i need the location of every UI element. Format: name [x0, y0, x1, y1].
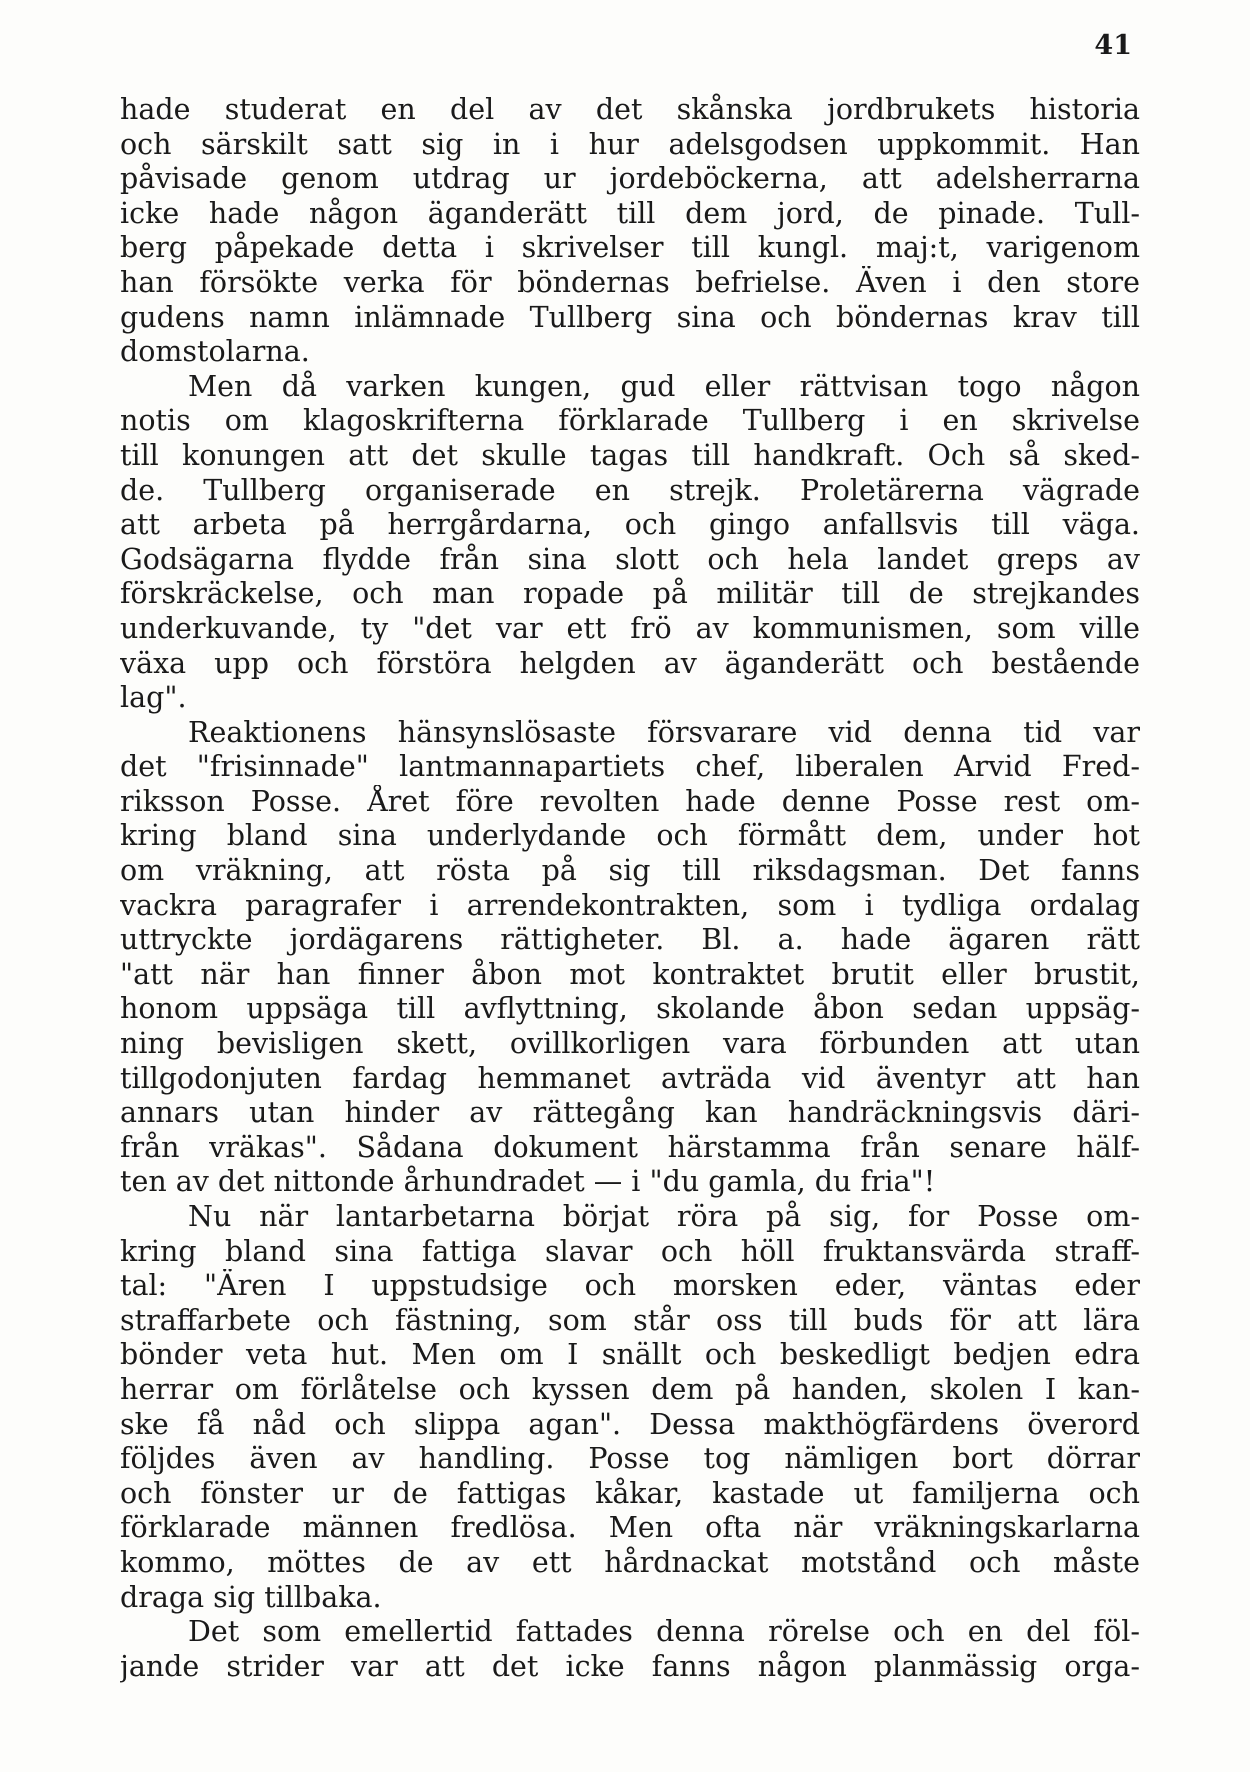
text-line: växa upp och förstöra helgden av äganderätt och bestående — [120, 646, 1140, 680]
text-line: underkuvande, ty "det var ett frö av kommunismen, som ville — [120, 611, 1140, 645]
text-line: tillgodonjuten fardag hemmanet avträda vid äventyr att han — [120, 1061, 1140, 1095]
text-line: notis om klagoskrifterna förklarade Tullberg i en skrivelse — [120, 404, 1140, 438]
text-line: följdes även av handling. Posse tog nämligen bort dörrar — [120, 1442, 1140, 1476]
text-line: uttryckte jordägarens rättigheter. Bl. a. hade ägaren rätt — [120, 923, 1140, 957]
text-line: jande strider var att det icke fanns någon planmässig orga- — [120, 1649, 1140, 1683]
text-line: herrar om förlåtelse och kyssen dem på handen, skolen I kan- — [120, 1372, 1140, 1406]
text-line: och fönster ur de fattigas kåkar, kastade ut familjerna och — [120, 1476, 1140, 1510]
text-line: från vräkas". Sådana dokument härstamma från senare hälf- — [120, 1130, 1140, 1164]
text-line: ten av det nittonde århundradet — i "du gamla, du fria"! — [120, 1165, 936, 1199]
text-line: Men då varken kungen, gud eller rättvisan togo någon — [188, 369, 1140, 403]
text-line: kring bland sina underlydande och förmått dem, under hot — [120, 819, 1140, 853]
text-line: ske få nåd och slippa agan". Dessa makthögfärdens överord — [120, 1407, 1140, 1441]
text-line: tal: "Ären I uppstudsige och morsken eder, väntas eder — [120, 1269, 1140, 1303]
text-line: draga sig tillbaka. — [120, 1580, 382, 1614]
text-line: icke hade någon äganderätt till dem jord, de pinade. Tull- — [120, 196, 1140, 230]
page-number: 41 — [1094, 30, 1132, 61]
text-line: gudens namn inlämnade Tullberg sina och böndernas krav till — [120, 300, 1140, 334]
text-line: vackra paragrafer i arrendekontrakten, som i tydliga ordalag — [120, 888, 1140, 922]
text-line: bönder veta hut. Men om I snällt och beskedligt bedjen edra — [120, 1338, 1140, 1372]
text-line: berg påpekade detta i skrivelser till kungl. maj:t, varigenom — [120, 231, 1140, 265]
text-line: hade studerat en del av det skånska jordbrukets historia — [120, 93, 1140, 126]
text-line: att arbeta på herrgårdarna, och gingo anfallsvis till väga. — [120, 508, 1140, 542]
text-line: annars utan hinder av rättegång kan handräckningsvis däri- — [120, 1096, 1140, 1130]
text-line: lag". — [120, 681, 187, 715]
text-line: de. Tullberg organiserade en strejk. Proletärerna vägrade — [120, 473, 1140, 507]
text-line: förskräckelse, och man ropade på militär till de strejkandes — [120, 577, 1140, 611]
text-line: Godsägarna flydde från sina slott och hela landet greps av — [120, 542, 1140, 576]
text-line: kring bland sina fattiga slavar och höll fruktansvärda straff- — [120, 1234, 1140, 1268]
text-line: det "frisinnade" lantmannapartiets chef, liberalen Arvid Fred- — [120, 750, 1140, 784]
text-line: om vräkning, att rösta på sig till riksdagsman. Det fanns — [120, 854, 1140, 888]
text-line: honom uppsäga till avflyttning, skolande åbon sedan uppsäg- — [120, 992, 1140, 1026]
text-line: förklarade männen fredlösa. Men ofta när vräkningskarlarna — [120, 1511, 1140, 1545]
text-line: Nu när lantarbetarna börjat röra på sig, for Posse om- — [188, 1200, 1140, 1233]
text-line: han försökte verka för böndernas befrielse. Även i den store — [120, 265, 1140, 299]
text-line: kommo, möttes de av ett hårdnackat motstånd och måste — [120, 1545, 1140, 1579]
text-line: och särskilt satt sig in i hur adelsgodsen uppkommit. Han — [120, 127, 1140, 161]
text-line: straffarbete och fästning, som står oss till buds för att lära — [120, 1303, 1140, 1337]
text-line: påvisade genom utdrag ur jordeböckerna, att adelsherrarna — [120, 162, 1140, 196]
body-text — [120, 93, 1140, 1684]
text-line: domstolarna. — [120, 335, 310, 369]
text-line: "att när han finner åbon mot kontraktet brutit eller brustit, — [120, 957, 1140, 991]
text-line: riksson Posse. Året före revolten hade denne Posse rest om- — [120, 784, 1140, 818]
text-line: till konungen att det skulle tagas till handkraft. Och så sked- — [120, 438, 1140, 472]
text-line: Reaktionens hänsynslösaste försvarare vid denna tid var — [188, 715, 1140, 749]
text-line: Det som emellertid fattades denna rörelse och en del föl- — [188, 1615, 1140, 1649]
text-line: ning bevisligen skett, ovillkorligen vara förbunden att utan — [120, 1027, 1140, 1061]
